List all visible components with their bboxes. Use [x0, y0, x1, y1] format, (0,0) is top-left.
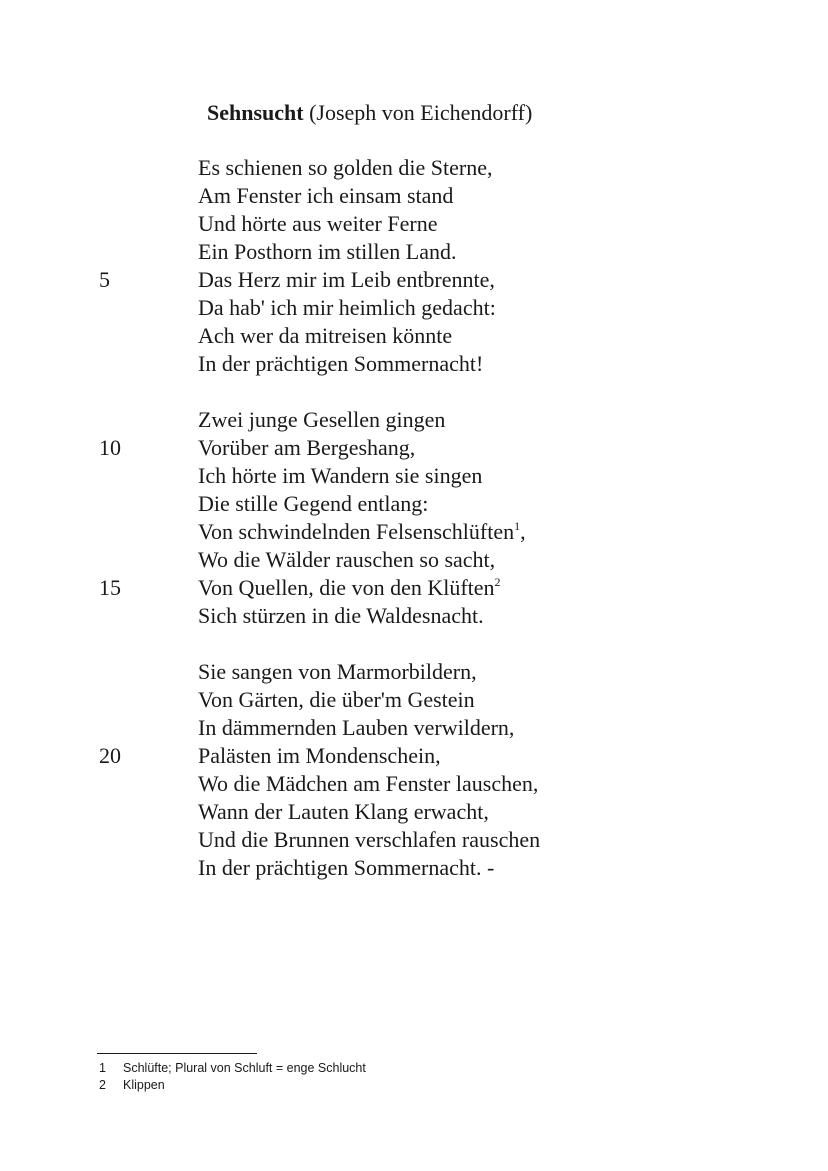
line-text-body: Von Quellen, die von den Klüften — [198, 575, 495, 600]
footnote-text: Schlüfte; Plural von Schluft = enge Schlucht — [123, 1061, 366, 1075]
line-text: Sie sangen von Marmorbildern, — [198, 659, 477, 684]
line-text: Wo die Mädchen am Fenster lauschen, — [198, 771, 539, 796]
poem-title-main: Sehnsucht — [207, 100, 304, 125]
poem-line — [0, 350, 828, 378]
poem-line — [0, 154, 828, 182]
footnote-reference-2: 2 — [494, 575, 501, 589]
stanza-1 — [0, 154, 828, 378]
line-text: Von Gärten, die über'm Gestein — [198, 687, 475, 712]
poem-line — [0, 602, 828, 630]
line-text: Sich stürzen in die Waldesnacht. — [198, 603, 484, 628]
line-text: In dämmernden Lauben verwildern, — [198, 715, 515, 740]
footnote-number: 1 — [99, 1061, 106, 1075]
poem-line — [0, 322, 828, 350]
poem-title — [207, 99, 532, 127]
line-text: Palästen im Mondenschein, — [198, 743, 441, 768]
poem-line — [0, 798, 828, 826]
line-text: Ach wer da mitreisen könnte — [198, 323, 453, 348]
poem-line — [0, 210, 828, 238]
line-text — [198, 574, 501, 602]
poem-line — [0, 518, 828, 546]
line-text: Und hörte aus weiter Ferne — [198, 211, 438, 236]
poem-line — [0, 770, 828, 798]
line-text: Wann der Lauten Klang erwacht, — [198, 799, 489, 824]
line-number: 15 — [99, 575, 121, 600]
poem-line — [0, 686, 828, 714]
line-text: Am Fenster ich einsam stand — [198, 183, 454, 208]
line-text-punctuation: , — [520, 519, 526, 544]
poem-line — [0, 574, 828, 602]
footnote-separator — [97, 1053, 257, 1054]
stanza-3 — [0, 658, 828, 882]
poem-body — [0, 154, 828, 910]
poem-line — [0, 182, 828, 210]
footnote-number: 2 — [99, 1078, 106, 1092]
poem-line — [0, 266, 828, 294]
poem-line — [0, 434, 828, 462]
line-text: Vorüber am Bergeshang, — [198, 435, 416, 460]
poem-line — [0, 742, 828, 770]
line-number: 5 — [99, 267, 110, 292]
line-number: 10 — [99, 435, 121, 460]
line-text: Wo die Wälder rauschen so sacht, — [198, 547, 496, 572]
poem-line — [0, 490, 828, 518]
poem-title-author: (Joseph von Eichendorff) — [309, 100, 533, 125]
line-text: Das Herz mir im Leib entbrennte, — [198, 267, 495, 292]
poem-line — [0, 294, 828, 322]
poem-line — [0, 714, 828, 742]
line-text: Ich hörte im Wandern sie singen — [198, 463, 483, 488]
line-text: Die stille Gegend entlang: — [198, 491, 429, 516]
line-text: In der prächtigen Sommernacht. - — [198, 855, 495, 880]
line-text: Es schienen so golden die Sterne, — [198, 155, 493, 180]
line-text-body: Von schwindelnden Felsenschlüften — [198, 519, 515, 544]
line-text — [198, 518, 526, 546]
poem-line — [0, 238, 828, 266]
stanza-2 — [0, 406, 828, 630]
poem-line — [0, 826, 828, 854]
poem-line — [0, 658, 828, 686]
line-text: Und die Brunnen verschlafen rauschen — [198, 827, 541, 852]
line-text: Da hab' ich mir heimlich gedacht: — [198, 295, 496, 320]
poem-line — [0, 406, 828, 434]
line-text: Ein Posthorn im stillen Land. — [198, 239, 457, 264]
line-text: In der prächtigen Sommernacht! — [198, 351, 484, 376]
footnote-reference-1: 1 — [514, 519, 521, 533]
poem-line — [0, 462, 828, 490]
poem-line — [0, 854, 828, 882]
poem-line — [0, 546, 828, 574]
footnote-text: Klippen — [123, 1078, 165, 1092]
line-text: Zwei junge Gesellen gingen — [198, 407, 446, 432]
line-number: 20 — [99, 743, 121, 768]
